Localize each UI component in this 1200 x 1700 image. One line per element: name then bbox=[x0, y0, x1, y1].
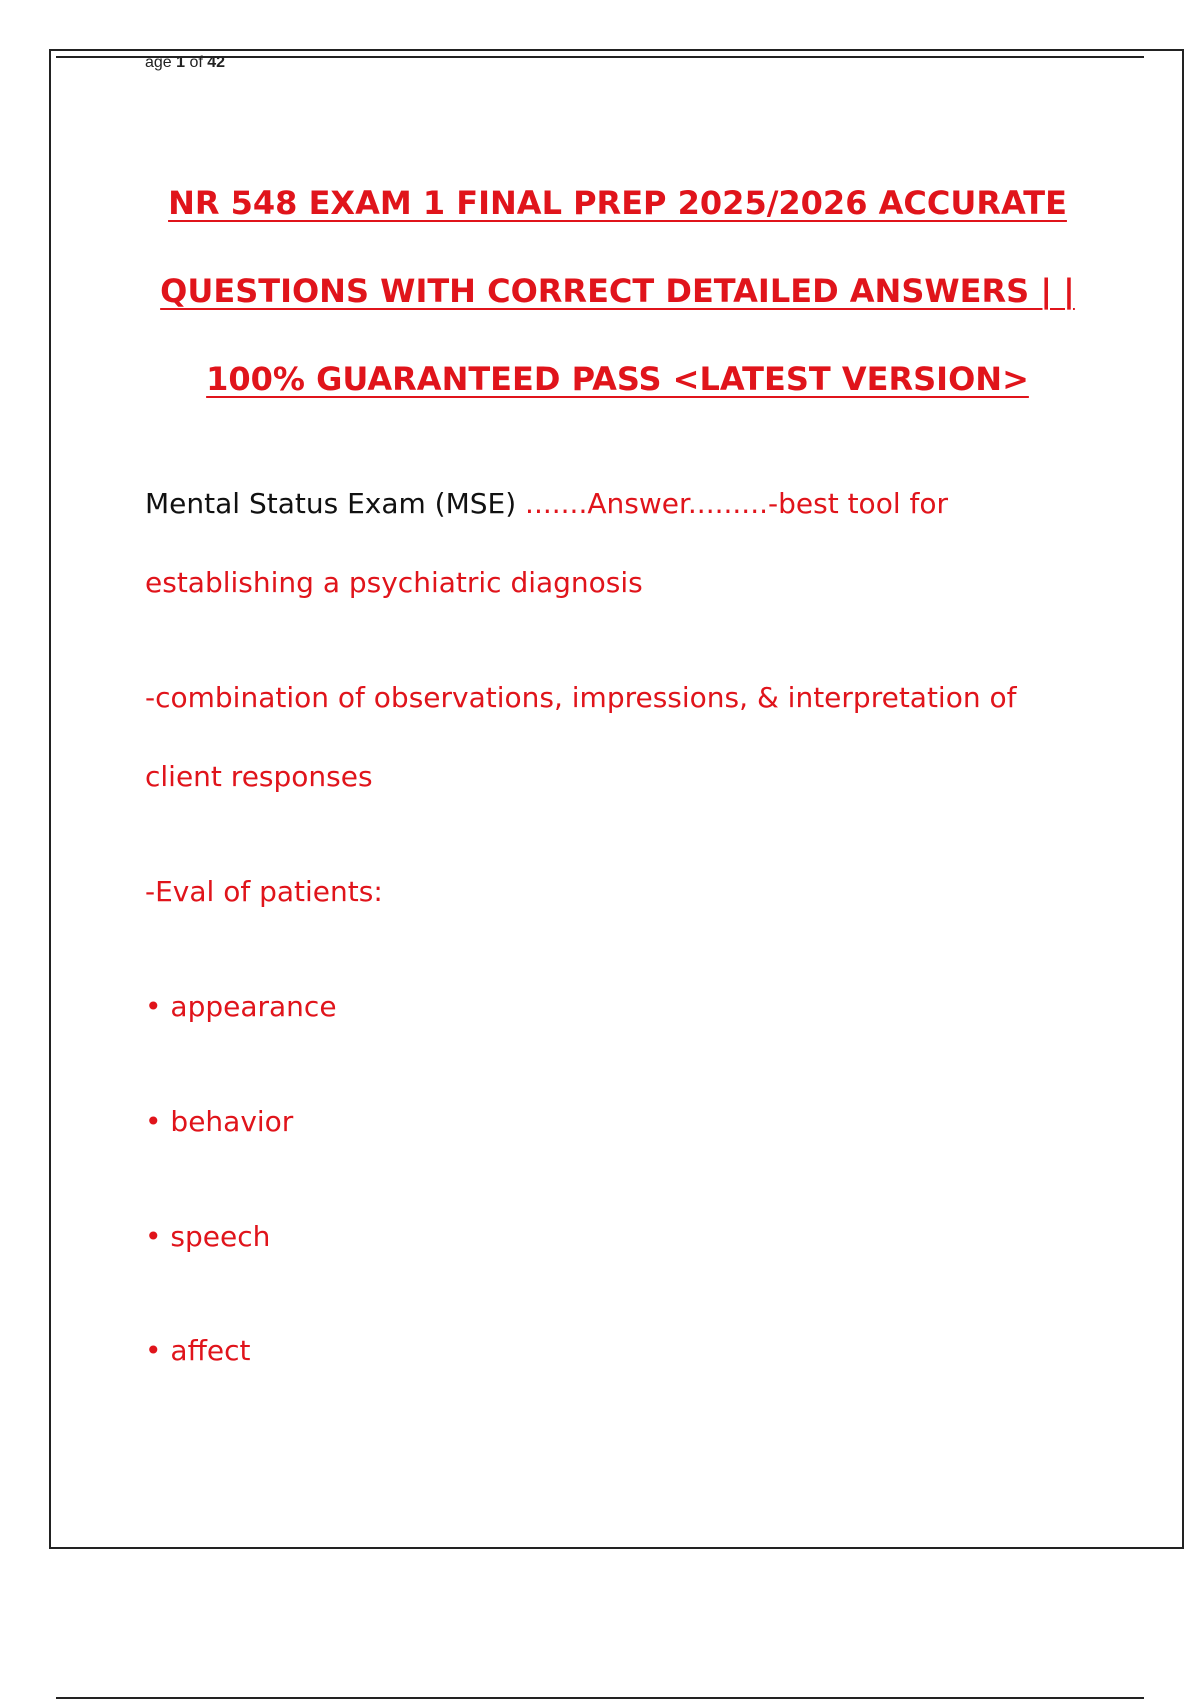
document-title-line-3: 100% GUARANTEED PASS <LATEST VERSION> bbox=[206, 360, 1029, 398]
list-item: • affect bbox=[145, 1334, 251, 1367]
page-total: 42 bbox=[207, 54, 226, 71]
bottom-rule bbox=[56, 1697, 1144, 1699]
answer-line-2: establishing a psychiatric diagnosis bbox=[145, 566, 643, 599]
page-number bbox=[145, 54, 225, 72]
list-item: • behavior bbox=[145, 1105, 294, 1138]
page-current: 1 bbox=[176, 54, 186, 71]
answer-line-4: client responses bbox=[145, 760, 373, 793]
list-item: • appearance bbox=[145, 990, 337, 1023]
document-title-line-2: QUESTIONS WITH CORRECT DETAILED ANSWERS | | bbox=[160, 272, 1075, 310]
document-title-line-1: NR 548 EXAM 1 FINAL PREP 2025/2026 ACCURATE bbox=[168, 184, 1067, 222]
list-item: • speech bbox=[145, 1220, 271, 1253]
question-answer-line-1 bbox=[145, 487, 948, 521]
question-term: Mental Status Exam (MSE) bbox=[145, 487, 526, 520]
page-prefix: age bbox=[145, 54, 177, 71]
page-of: of bbox=[185, 54, 208, 71]
answer-line-3: -combination of observations, impressions, & interpretation of bbox=[145, 681, 1017, 714]
answer-start: .......Answer.........-best tool for bbox=[525, 487, 948, 520]
answer-line-5: -Eval of patients: bbox=[145, 875, 383, 908]
